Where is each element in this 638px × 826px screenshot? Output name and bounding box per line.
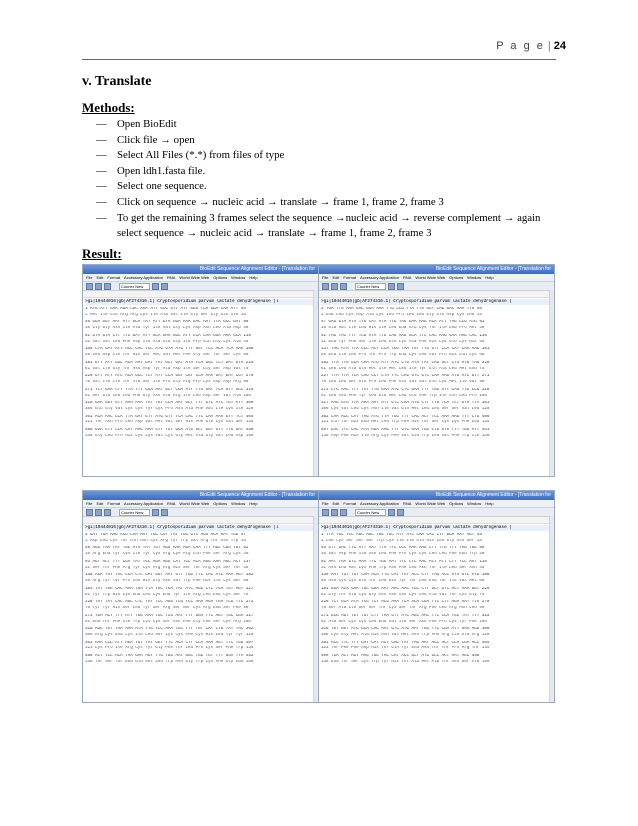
menu-bar <box>319 500 554 508</box>
amino-acid-line: 46 Asn Cys Cys Gln Thr Leu His Tyr Thr Leu End Thr Ile Val Met 60 <box>321 579 485 584</box>
sequence-block <box>85 600 316 611</box>
menu-item[interactable]: Accessory Application <box>360 275 399 280</box>
menu-item[interactable]: Format <box>107 501 121 506</box>
amino-acid-line: 46 End Ile Leu Pro Thr Pro Trp End Cys Leu Val Pro His Gln Lys 60 <box>321 353 485 358</box>
menu-item[interactable]: RNA <box>166 275 176 280</box>
step-item: — Select one sequence. <box>96 179 566 195</box>
menu-item[interactable]: RNA <box>402 275 412 280</box>
nucleotide-line: 93 AGT ACT TTT CGA TAT TGC AGA AGG CAT TCC ACA AGG AAA AGC ACT 137 <box>85 559 251 564</box>
font-select[interactable]: Courier New <box>355 509 386 516</box>
menu-item[interactable]: Help <box>485 275 494 280</box>
menu-bar <box>319 274 554 282</box>
amino-acid-line: 16 Glu Val Ile Leu His Ile Leu End Glu Lys Thr Ile End Pro Met 30 <box>321 326 485 331</box>
sequence-block <box>85 320 316 331</box>
font-select[interactable]: Courier New <box>119 509 150 516</box>
sequence-block <box>321 600 552 611</box>
sequence-block <box>321 307 552 318</box>
nucleotide-line: 316 TGT GGT ATG GCA CAC AAT GTC ATG AAT TGG TTC CGA ATT GAA AGG 360 <box>321 627 490 632</box>
zoom-icon[interactable] <box>161 283 168 290</box>
menu-item[interactable]: Help <box>249 501 258 506</box>
sequence-block <box>321 627 552 638</box>
sequence-area[interactable] <box>319 298 554 443</box>
save-icon[interactable] <box>95 509 102 516</box>
sequence-header: >gi|10444016|gb|AF274310.1| Cryptosporidium parvum lactate dehydrogenase ( <box>321 299 552 305</box>
menu-item[interactable]: Accessory Application <box>124 501 163 506</box>
page-word: P a g e <box>496 40 545 52</box>
sequence-block <box>85 573 316 584</box>
amino-acid-line: 31 Val Val Leu Phe Asp Ile Ala Glu Gly Ile Pro Gln Gly Lys Ala 45 <box>85 339 249 344</box>
bioedit-window-forward-frames-2 <box>318 264 555 477</box>
nucleotide-line: 1 ATG ATT GAA AGA CGC AAA ATT GCC GTT ATT GGG TCA GGA CAA ATT 45 <box>85 307 246 311</box>
sequence-block <box>85 546 316 557</box>
zoom-icon[interactable] <box>397 509 404 516</box>
result-label: Result: <box>82 246 122 261</box>
amino-acid-line: 46 Leu Asp Ile Thr His Ser Met Val Met Phe Gly Ser Thr Ser Lys 60 <box>85 353 249 358</box>
nucleotide-line: 362 CAA ACC CAT TAG ATG TTA TGG TTT CAC ACT TCC AAA AAG TTT CTG 406 <box>321 414 490 419</box>
nucleotide-line: 1 TTA TGC TCC AGC AGC TGG TGC ATT ATC CAA CAC CTT GGA AAT AGT 45 <box>321 533 482 537</box>
amino-acid-line: 61 Val Ile Gly Thr Asn Asp Tyr Ala Asp Ile Ser Gly Ser Asp Val 75 <box>85 366 249 371</box>
nucleotide-line: 226 TCT GCA ATA TCG TCT ACG AAA TCA ACA CGA TTC CTT AGA AAT TTG 270 <box>321 600 490 605</box>
nucleotide-line: 2 TGA TTG AAA GAC GCA AAA TTG CCG TTA TTG GGT CAG GAC AAA TTG 46 <box>321 307 482 311</box>
nucleotide-line: 408 ACT TCC ACA TAA GAA AGT TTG TGG AAT GGC TGG TGT TTT GGA TTA 452 <box>85 654 254 659</box>
menu-item[interactable]: File <box>86 275 93 280</box>
menu-item[interactable]: Edit <box>96 501 104 506</box>
sequence-block <box>321 533 552 544</box>
nucleotide-line: 136 CTA GAT ATT ACC CAC TCC ATG GTA ATG TTT GGT TCC ACA TCA AAA 180 <box>85 347 254 352</box>
nucleotide-line: 182 TTA TTG GCA CAA ATG ATT ATG CTG ATA TAT CAG GCT CTG ATG TAG 226 <box>321 360 490 365</box>
amino-acid-line: 61 Leu Leu Ala Gln Met Ile Met Leu Ile Tyr Gln Ala Leu Met End 75 <box>321 366 485 371</box>
nucleotide-line: 136 AAT TGT TGT CAA ACA TTG CAT TAT ACC CTT TAG ACC ATA GTC ATG 180 <box>321 573 490 578</box>
zoom-icon[interactable] <box>161 509 168 516</box>
window-titlebar: BioEdit Sequence Alignment Editor - [Translation for <box>319 491 554 500</box>
amino-acid-line: 1 Leu Cys Ser Ser Ser Trp Cys Ile Ile Gln His Leu Gly Asn Ser 15 <box>321 538 482 543</box>
sequence-block <box>321 641 552 652</box>
step-item: — To get the remaining 3 frames select the sequence →nucleic acid → reverse complement → again select sequence → nucleic acid → translate → frame 1, frame 2, frame 3 <box>96 211 566 242</box>
nucleotide-line: 406 TGA ACT AGT AAG TGG TAC CAT ACC GCT ATG GCC ACT AAT AGC 450 <box>321 654 480 659</box>
sequence-block <box>85 654 316 665</box>
amino-acid-line: 16 Gly Gly Asn Ile Ala Tyr Ile Val Gly Lys Asp Asn Leu Ala Asp 30 <box>85 326 249 331</box>
sequence-block <box>321 374 552 385</box>
menu-item[interactable]: Options <box>449 275 464 280</box>
header-divider <box>82 59 556 60</box>
window-titlebar: BioEdit Sequence Alignment Editor - [Translation for <box>83 491 318 500</box>
sequence-block <box>85 334 316 345</box>
amino-acid-line: 31 Ser Thr Phe Arg Tyr Cys Arg Arg His Ser Thr Arg Lys Ser Thr 45 <box>85 565 249 570</box>
nucleotide-line: 227 TTA TTA TCA CAG CCT CTA TTC CAG GTC GTC CAA AAG ATG ATC GTT 271 <box>321 374 490 379</box>
sequence-ruler <box>319 517 554 524</box>
menu-item[interactable]: Help <box>249 275 258 280</box>
nucleotide-line: 407 GAC TTC CAC ATA AGA AAG TTT GTG GAA TGG CTG GTG TTT TGG ATT 451 <box>321 428 490 433</box>
nucleotide-line: 271 TCT GAA CTT TTA TTT GGA AAT GCT CGA ATT TTG GAT TCA GTT GCC 315 <box>85 387 254 392</box>
step-item: — Click on sequence → nucleic acid → translate → frame 1, frame 2, frame 3 <box>96 195 566 211</box>
open-icon[interactable] <box>86 509 93 516</box>
nucleotide-line: 361 ACA AAC CCA TTA GAT GTT ATG GTT TCA CAC TTC CAA AAA GTT TCT 405 <box>85 414 254 419</box>
menu-item[interactable]: Options <box>213 275 228 280</box>
amino-acid-line: 76 Val Ile Ile Thr Ala Ser Ile Pro Gly Arg Pro Lys Asp Asp Arg 90 <box>85 380 249 385</box>
nucleotide-line: 226 GTT ATT ATC ACA GCC TCT ATT CCA GGT CGT CCA AAA GAT GAT CGT 270 <box>85 374 254 379</box>
sequence-block <box>85 614 316 625</box>
open-icon[interactable] <box>322 509 329 516</box>
amino-acid-line: 91 Leu Asn Phe Tyr Leu Glu Met Leu Glu Phe Trp Ile Gln Leu Pro 105 <box>321 393 487 398</box>
amino-acid-line: 106 Arg Cys End Lys Ile Leu Ser Lys Cys Phe Cys His Leu Tyr Tyr 120 <box>85 632 254 637</box>
sequence-block <box>85 388 316 399</box>
amino-acid-line: 121 Lys Pro Ile Arg Cys Tyr Gly Phe Thr Leu Pro Lys Ser Phe Trp 135 <box>85 646 254 651</box>
amino-acid-line: 16 Arg End Tyr Cys Ile Tyr Cys Arg Lys Arg Gln Phe Ser Arg Cys 30 <box>85 552 249 557</box>
menu-item[interactable]: Options <box>213 501 228 506</box>
sequence-header: >gi|10444016|gb|AF274310.1| Cryptosporidium parvum lactate dehydrogenase (l <box>85 299 316 305</box>
nucleotide-line: 138 AGA TAT TAC CCA CTC CAT GGT AAT GTT TGG TTC CAC ATC AAA AGT 182 <box>85 573 254 578</box>
open-icon[interactable] <box>86 283 93 290</box>
sequence-block <box>85 307 316 318</box>
sequence-block <box>321 654 552 665</box>
menu-item[interactable]: Format <box>107 275 121 280</box>
amino-acid-line: 121 Gln Thr His End Met Leu Trp Phe His Thr Ser Lys Lys Phe Leu 135 <box>321 420 490 425</box>
sequence-block <box>321 546 552 557</box>
sequence-header: >gi|10444016|gb|AF274310.1| Cryptosporidium parvum lactate dehydrogenase ( <box>321 525 552 531</box>
sequence-block <box>85 361 316 372</box>
nucleotide-line: 46 GGA GGT AAT ATT GCA TAT ATT GTA GGA AAA GAC AAT TTA GCC GAT 90 <box>85 320 249 325</box>
nucleotide-line: 47 GAG GTA ATA TTG CAT ATA TTG TAG GAA AAG ACA ATT TAG CCG ATG 91 <box>321 320 485 325</box>
amino-acid-line: 1 End Leu Lys Asp Ala Lys Leu Pro Leu Leu Gly Gln Asp Lys Leu 15 <box>321 312 482 317</box>
nucleotide-line: 92 TAG TAC TTT TCG ATA TTG CAG AAG GCA TTC CAC AAG GAA AAG CAC 136 <box>321 333 487 338</box>
menu-item[interactable]: World Wide Web <box>179 275 210 280</box>
menu-item[interactable]: Accessory Application <box>124 275 163 280</box>
amino-acid-line: 31 End Tyr Phe Ser Ile Leu Gln Lys Ala Phe His Lys Glu Lys His 45 <box>321 339 485 344</box>
sequence-block <box>85 533 316 544</box>
menu-item[interactable]: Edit <box>96 275 104 280</box>
amino-acid-line: 1 Asp End Lys Thr Gln Asn Cys Arg Tyr Trp Val Arg Thr Asn Trp 15 <box>85 538 246 543</box>
section-title: v. Translate <box>82 74 152 89</box>
amino-acid-line: 76 Ser Ala Ile Ser Ser Thr Lys Ser Thr Arg Phe Leu Arg Asn Leu 90 <box>321 606 485 611</box>
nucleotide-line: 272 CTG AAC TTT TAT TTG GAA ATG CTC GAA TTT TGG ATT CAG TTG CCG 316 <box>321 387 490 392</box>
step-item: — Open ldh1.fasta file. <box>96 164 566 180</box>
sequence-block <box>85 415 316 426</box>
menu-bar <box>83 500 318 508</box>
sequence-block <box>321 334 552 345</box>
save-icon[interactable] <box>331 283 338 290</box>
menu-item[interactable]: RNA <box>166 501 176 506</box>
toolbar <box>83 282 318 291</box>
menu-item[interactable]: Format <box>343 275 357 280</box>
nucleotide-line: 3 GAT TGA AAG ACG CAA AAT TGC CGT TAT TGG GTC AGG ACA AAT TGG 47 <box>85 533 246 537</box>
sequence-block <box>85 401 316 412</box>
amino-acid-line: 106 Glu Gly Val Lys Lys Tyr Cys Pro Asn Ala Phe Val Ile Cys Ile 120 <box>85 406 254 411</box>
step-item: — Click file → open <box>96 133 566 149</box>
nucleotide-line: 318 AGG TGT TAA AAA ATA TTG TCC AAA TGC TTT TGT CAT CTG TAT TAC 362 <box>85 627 254 632</box>
step-item: — Open BioEdit <box>96 117 566 133</box>
sequence-block <box>85 560 316 571</box>
bold-icon[interactable] <box>388 509 395 516</box>
amino-acid-line: 121 Thr Phe Phe Asp His Thr Gln Tyr End Asn Thr Thr Pro Arg Thr 135 <box>321 646 490 651</box>
methods-label: Methods: <box>82 100 135 115</box>
sequence-block <box>321 614 552 625</box>
nucleotide-line: 137 TAG ATA TTA CCC ACT CCA TGG TAA TGT TTG GTT CCA CAT CAA AAG 181 <box>321 347 490 352</box>
menu-item[interactable]: Format <box>343 501 357 506</box>
font-select[interactable]: Courier New <box>119 283 150 290</box>
page-number: 24 <box>553 40 566 52</box>
menu-item[interactable]: World Wide Web <box>415 501 446 506</box>
amino-acid-line: 76 Tyr Tyr His Ser Leu Tyr Ser Arg Ser Ser Lys Arg End Ser Phe 90 <box>85 606 249 611</box>
sequence-area[interactable] <box>83 298 318 443</box>
sequence-block <box>321 361 552 372</box>
bioedit-window-reverse-frames-2 <box>318 490 555 703</box>
menu-item[interactable]: Window <box>467 501 482 506</box>
menu-item[interactable]: Window <box>231 501 246 506</box>
menu-item[interactable]: File <box>322 275 329 280</box>
amino-acid-line: 1 Met Ile Glu Arg Arg Lys Ile Ala Val Ile Gly Ser Gly Gln Ile 15 <box>85 312 246 317</box>
vertical-scrollbar[interactable] <box>549 516 554 702</box>
sequence-block <box>321 320 552 331</box>
bold-icon[interactable] <box>388 283 395 290</box>
sequence-block <box>321 388 552 399</box>
menu-item[interactable]: Edit <box>332 275 340 280</box>
sequence-block <box>321 560 552 571</box>
sequence-block <box>85 428 316 439</box>
menu-item[interactable]: Window <box>231 275 246 280</box>
amino-acid-line: 91 Ala Ser Cys Cys Leu End Val Ile Ser Asn Phe Pro Cys Tyr Phe 105 <box>321 619 487 624</box>
menu-item[interactable]: World Wide Web <box>179 501 210 506</box>
toolbar <box>319 282 554 291</box>
nucleotide-line: 316 GAA GGT GTT AAA AAA TAT TGT CCA AAT GCT TTT GTC ATC TGT ATT 360 <box>85 401 254 406</box>
step-item: — Select All Files (*.*) from files of type <box>96 148 566 164</box>
menu-item[interactable]: File <box>322 501 329 506</box>
bold-icon[interactable] <box>152 509 159 516</box>
nucleotide-line: 181 GTT ATT GGC ACA AAT GAT TAT GCT GAT ATA TCA GGC TCT GAT GTA 225 <box>85 360 254 365</box>
amino-acid-line: 46 Arg Tyr Tyr Pro Leu His Gly Asn Val Trp Phe His Ile Lys Ser 60 <box>85 579 249 584</box>
amino-acid-line: 31 Asn End Val Lys Phe Trp Asn Phe Leu Asn Thr Ile Leu Ser Asn 45 <box>321 565 485 570</box>
sequence-ruler <box>319 291 554 298</box>
nucleotide-line: 91 GTA GTA CTT TTC GAT ATT GCA GAA GGC ATT CCA CAA GGA AAA GCA 135 <box>85 333 251 338</box>
amino-acid-line: 76 Leu Leu Ser Gln Pro Leu Phe Gln Val Val Gln Lys Met Ile Val 90 <box>321 380 485 385</box>
amino-acid-line: 61 Gly Thr Glu Cys Gly Asn Asn Asn Cys Leu Ala Val Thr Lys Gly 75 <box>321 592 485 597</box>
save-icon[interactable] <box>331 509 338 516</box>
amino-acid-line: 136 Gly Leu Pro His Lys Lys Val Cys Gly Met Ala Gly Val Leu Asp 150 <box>85 433 254 438</box>
sequence-block <box>321 573 552 584</box>
vertical-scrollbar[interactable] <box>549 290 554 476</box>
menu-item[interactable]: Help <box>485 501 494 506</box>
nucleotide-line: 363 AAA CCC ATT AGA TGT TAT GGT TTC ACA CTT CCA AAA AGT TTC TGG 407 <box>85 640 254 645</box>
menu-item[interactable]: Edit <box>332 501 340 506</box>
menu-bar <box>83 274 318 282</box>
toolbar <box>319 508 554 517</box>
sequence-area[interactable] <box>83 524 318 669</box>
nucleotide-line: 406 GGA CTT CCA CAT AAG AAA GTT TGT GGA ATG GCT GGT GTT TTG GAT 450 <box>85 428 254 433</box>
nucleotide-line: 273 TGA ACT TTT ATT TGG AAA TGC TCG AAT TTT GGA TTC AGT TGC CGA 317 <box>85 613 254 618</box>
sequence-ruler <box>83 517 318 524</box>
nucleotide-line: 361 ACC TTC TTT GAT CAT ACT CAG TAT TAG AAT ACC ACT CCA CGA ACC 405 <box>321 640 490 645</box>
bold-icon[interactable] <box>152 283 159 290</box>
font-select[interactable]: Courier New <box>355 283 386 290</box>
nucleotide-line: 228 TAT TAT CAC AGC CTC TAT TCC AGG TCG TCC AAA AGA TGA TCG TTC 272 <box>85 600 254 605</box>
zoom-icon[interactable] <box>397 283 404 290</box>
nucleotide-line: 271 GCG AGT TGT TGT CTT TAA GTT ATC AGC AAC TTC CCA TGC TAT TTT 315 <box>321 613 490 618</box>
amino-acid-line: 121 Thr Asn Pro Leu Asp Val Met Val Ser His Phe Gln Lys Val Ser 135 <box>85 420 254 425</box>
bioedit-window-forward-frames-1 <box>82 264 319 477</box>
sequence-block <box>321 415 552 426</box>
print-icon[interactable] <box>104 509 111 516</box>
header-separator: | <box>547 40 551 52</box>
sequence-block <box>321 587 552 598</box>
print-icon[interactable] <box>104 283 111 290</box>
bioedit-window-reverse-frames-1 <box>82 490 319 703</box>
amino-acid-line: 61 Tyr Trp His Lys End Leu Cys End Tyr Ile Arg Leu End Cys Ser 75 <box>85 592 249 597</box>
nucleotide-line: 183 TAT TGG CAC AAA TGA TTA TGC TGA TAT ATC AGG CTC TGA TGT AGT 227 <box>85 586 254 591</box>
sequence-block <box>321 401 552 412</box>
sequence-block <box>85 587 316 598</box>
page-header <box>496 40 566 52</box>
menu-item[interactable]: Accessory Application <box>360 501 399 506</box>
menu-item[interactable]: Options <box>449 501 464 506</box>
sequence-block <box>85 347 316 358</box>
menu-item[interactable]: File <box>86 501 93 506</box>
window-titlebar: BioEdit Sequence Alignment Editor - [Translation for <box>319 265 554 274</box>
menu-item[interactable]: RNA <box>402 501 412 506</box>
amino-acid-line: 136 Asp Phe His Ile Arg Lys Phe Val Glu Trp Leu Val Phe Trp Ile 150 <box>321 433 490 438</box>
amino-acid-line: 106 Lys Val Leu Lys Asn Ile Val Gln Met Leu Leu Ser Ser Val Leu 120 <box>321 406 490 411</box>
sequence-area[interactable] <box>319 524 554 669</box>
sequence-block <box>85 374 316 385</box>
nucleotide-line: 317 AAG GTG TTA AAA AAT ATT GTC CAA ATG CTT TTG TCA TCT GTA TTA 361 <box>321 401 490 406</box>
sequence-block <box>321 428 552 439</box>
open-icon[interactable] <box>322 283 329 290</box>
sequence-header: >gi|10444016|gb|AF274310.1| Cryptosporidium parvum lactate dehydrogenase (l <box>85 525 316 531</box>
save-icon[interactable] <box>95 283 102 290</box>
amino-acid-line: 136 End Thr Ser Lys Trp Tyr His Thr Ala Met Ala Thr Asn Ser Ala 150 <box>321 659 490 664</box>
amino-acid-line: 91 Ser Glu Leu Leu Phe Gly Asn Ala Arg Ile Leu Asp Ser Val Ala 105 <box>85 393 251 398</box>
nucleotide-line: 46 GTT GAC TTC ATT AAT TTA TTC CCC AAA AAG CTT TTG TTT TAG TGG 90 <box>321 546 485 551</box>
window-titlebar: BioEdit Sequence Alignment Editor - [Translation for <box>83 265 318 274</box>
amino-acid-line: 106 Cys Gly Met Ala His Asn Val Met Asn Trp Phe Arg Ile Glu Arg 120 <box>321 632 490 637</box>
menu-item[interactable]: World Wide Web <box>415 275 446 280</box>
nucleotide-line: 181 GGA ACA GAA TGC GGA AAT AAC AAC TGC CTT GCT GTC ACT AAA GGT 225 <box>321 586 490 591</box>
amino-acid-line: 136 Thr Ser Thr End Glu Ser Leu Trp Asn Gly Trp Cys Phe Gly Leu 150 <box>85 659 254 664</box>
amino-acid-line: 16 Val Asp Phe Ile Asn Leu Phe Pro Lys Lys Leu Leu Phe End Trp 30 <box>321 552 485 557</box>
methods-steps <box>96 117 566 242</box>
menu-item[interactable]: Window <box>467 275 482 280</box>
toolbar <box>83 508 318 517</box>
nucleotide-line: 48 AGG TAA TAT TGC ATA TAT TGT AGG AAA AGA CAA TTT AGC CGA TGT 92 <box>85 546 249 551</box>
sequence-block <box>85 627 316 638</box>
nucleotide-line: 91 AAT TAA GTC AAA TTC TGG AAT TTC CTC AAC ACT ATT CTT TCC AAT 135 <box>321 559 487 564</box>
amino-acid-line: 91 End Thr Phe Ile Trp Lys Cys Ser Asn Phe Gly Phe Ser Cys Arg 105 <box>85 619 251 624</box>
sequence-block <box>321 347 552 358</box>
sequence-ruler <box>83 291 318 298</box>
sequence-block <box>85 641 316 652</box>
print-icon[interactable] <box>340 509 347 516</box>
print-icon[interactable] <box>340 283 347 290</box>
